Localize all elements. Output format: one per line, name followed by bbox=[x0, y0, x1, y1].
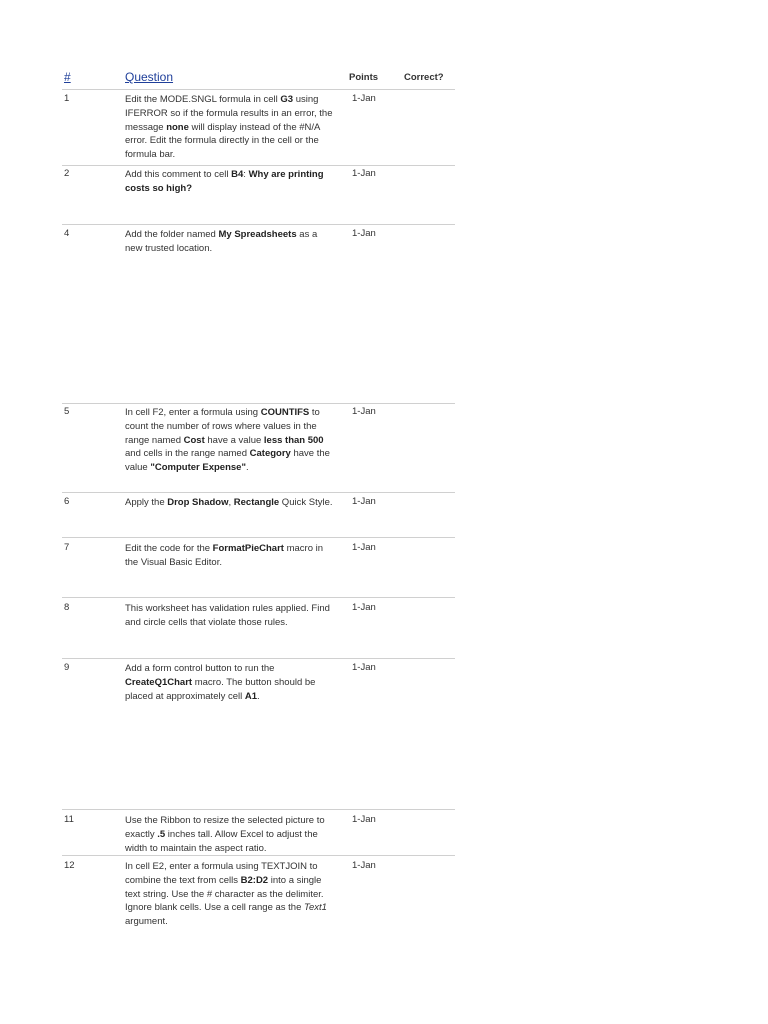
text-segment: into a single text string. Use the # character as the delimiter. Ignore blank cells. Use a cell range as the bbox=[125, 874, 324, 914]
question-text bbox=[125, 860, 337, 929]
row-divider bbox=[62, 597, 455, 598]
text-segment: . bbox=[257, 690, 260, 702]
text-segment: Edit the MODE.SNGL formula in cell bbox=[125, 94, 281, 105]
text-segment: argument. bbox=[125, 916, 168, 928]
text-segment: to count the number of rows where values in the range named bbox=[125, 407, 320, 446]
text-segment: Add the folder named bbox=[125, 229, 219, 240]
text-segment: macro. The button should be placed at approximately cell bbox=[125, 676, 316, 702]
italic-term: Text1 bbox=[304, 902, 327, 914]
row-divider bbox=[62, 165, 455, 166]
text-segment: Edit the code for the bbox=[125, 543, 213, 554]
points-value: 1-Jan bbox=[352, 406, 376, 417]
bold-term: CreateQ1Chart bbox=[125, 676, 193, 688]
points-value: 1-Jan bbox=[352, 496, 376, 507]
question-text bbox=[125, 406, 337, 475]
points-value: 1-Jan bbox=[352, 93, 376, 104]
row-divider bbox=[62, 403, 455, 404]
question-text bbox=[125, 814, 337, 855]
bold-term: Category bbox=[249, 448, 291, 460]
bold-term: B2:D2 bbox=[240, 874, 269, 886]
text-segment: In cell F2, enter a formula using bbox=[125, 407, 261, 418]
bold-term: COUNTIFS bbox=[260, 407, 310, 418]
text-segment: : bbox=[243, 169, 249, 180]
table-header bbox=[0, 70, 768, 88]
bold-term: Rectangle bbox=[233, 497, 280, 508]
text-segment: and cells in the range named bbox=[125, 448, 250, 460]
row-divider bbox=[62, 224, 455, 225]
text-segment: Add a form control button to run the bbox=[125, 663, 275, 674]
points-value: 1-Jan bbox=[352, 814, 376, 825]
question-number: 12 bbox=[64, 860, 75, 871]
points-value: 1-Jan bbox=[352, 860, 376, 871]
text-segment: Apply the bbox=[125, 497, 168, 508]
points-value: 1-Jan bbox=[352, 228, 376, 239]
question-number: 2 bbox=[64, 168, 70, 179]
header-number[interactable]: # bbox=[64, 70, 71, 84]
text-segment: Quick Style. bbox=[279, 497, 333, 508]
row-divider bbox=[62, 658, 455, 659]
question-number: 6 bbox=[64, 496, 70, 507]
question-number: 8 bbox=[64, 602, 70, 613]
question-text bbox=[125, 228, 337, 256]
question-number: 1 bbox=[64, 93, 70, 104]
question-number: 7 bbox=[64, 542, 70, 553]
row-divider bbox=[62, 809, 455, 810]
text-segment: have a value bbox=[204, 434, 264, 446]
text-segment: Use the Ribbon to resize the selected picture to exactly bbox=[125, 815, 325, 840]
question-number: 9 bbox=[64, 662, 70, 673]
bold-term: Drop Shadow bbox=[167, 497, 229, 508]
bold-term: A1 bbox=[244, 690, 258, 702]
question-text bbox=[125, 602, 337, 630]
question-text bbox=[125, 662, 337, 703]
text-segment: Add this comment to cell bbox=[125, 169, 232, 180]
points-value: 1-Jan bbox=[352, 168, 376, 179]
bold-term: My Spreadsheets bbox=[218, 229, 297, 240]
points-value: 1-Jan bbox=[352, 662, 376, 673]
header-points: Points bbox=[349, 72, 379, 83]
question-number: 5 bbox=[64, 406, 70, 417]
text-segment: In cell E2, enter a formula using TEXTJOIN to combine the text from cells bbox=[125, 861, 318, 886]
bold-term: FormatPieChart bbox=[212, 543, 284, 554]
bold-term: B4 bbox=[231, 169, 244, 180]
bold-term: less than 500 bbox=[263, 434, 324, 446]
text-segment: using IFERROR so if the formula results in an error, the message bbox=[125, 94, 333, 133]
text-segment: inches tall. Allow Excel to adjust the width to maintain the aspect ratio. bbox=[125, 828, 318, 854]
bold-term: Cost bbox=[183, 434, 205, 446]
text-segment: . bbox=[245, 462, 249, 474]
text-segment: have the value bbox=[125, 448, 330, 474]
points-value: 1-Jan bbox=[352, 602, 376, 613]
question-text bbox=[125, 542, 337, 570]
text-segment: macro in the Visual Basic Editor. bbox=[125, 543, 324, 568]
row-divider bbox=[62, 537, 455, 538]
row-divider bbox=[62, 492, 455, 493]
text-segment: This worksheet has validation rules applied. Find and circle cells that violate those rules. bbox=[125, 603, 330, 628]
bold-term: "Computer Expense" bbox=[150, 462, 246, 474]
points-value: 1-Jan bbox=[352, 542, 376, 553]
question-text bbox=[125, 93, 337, 162]
bold-term: none bbox=[166, 121, 189, 133]
question-text bbox=[125, 496, 337, 510]
row-divider bbox=[62, 89, 455, 90]
question-number: 4 bbox=[64, 228, 70, 239]
header-question[interactable]: Question bbox=[125, 70, 174, 84]
bold-term: G3 bbox=[280, 94, 294, 105]
text-segment: will display instead of the #N/A error. Edit the formula directly in the cell or the formula bar. bbox=[125, 121, 320, 161]
bold-term: .5 bbox=[157, 828, 166, 840]
bold-term: Why are printing costs so high? bbox=[125, 169, 324, 194]
question-text bbox=[125, 168, 337, 196]
header-correct: Correct? bbox=[404, 72, 444, 83]
question-number: 11 bbox=[64, 814, 74, 825]
text-segment: as a new trusted location. bbox=[125, 229, 318, 254]
text-segment: , bbox=[228, 497, 234, 508]
